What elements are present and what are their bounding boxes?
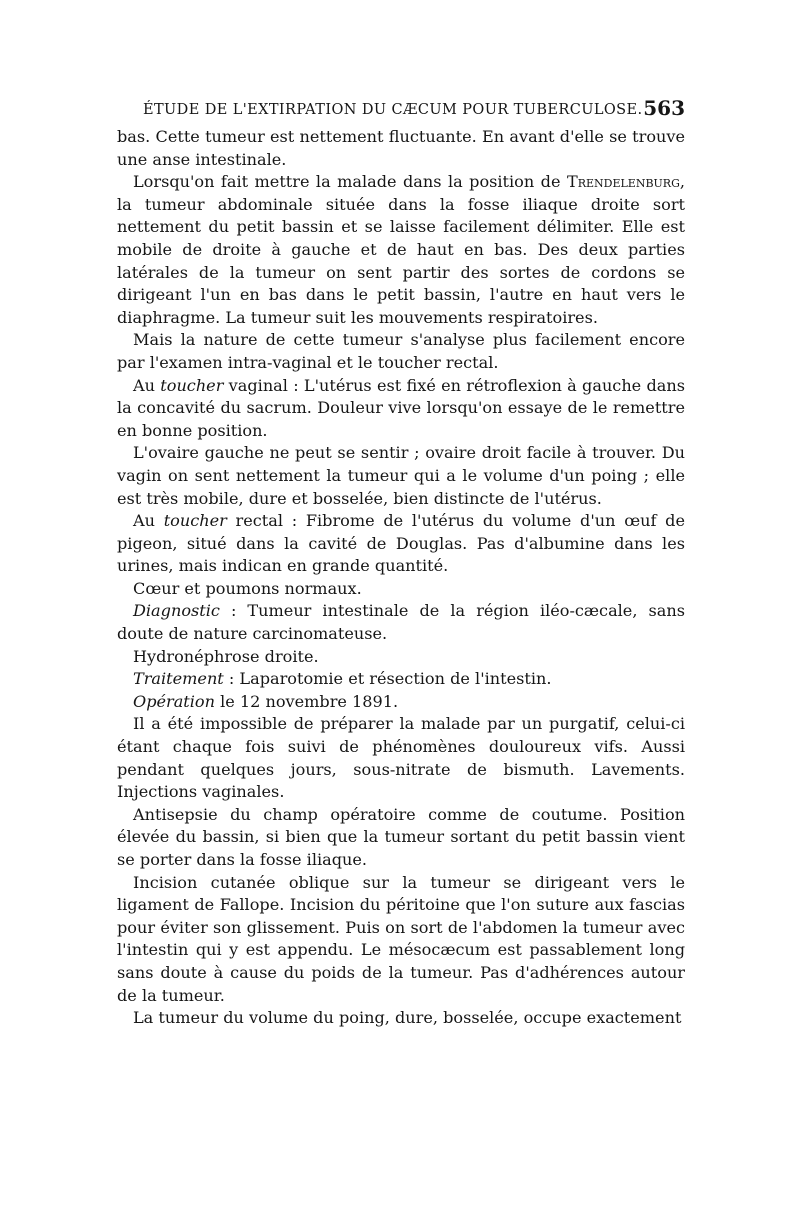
paragraph: Lorsqu'on fait mettre la malade dans la position de Trendelenburg, la tumeur abdominale située dans la fosse iliaque droite sort nettement du petit bassin et se laisse facilement délimiter. Elle est mobile de droite à gauche et de haut en bas. Des deux parties latérales de la tumeur on sent partir des sortes de cordons se dirigeant l'un en bas dans le petit bassin, l'autre en haut vers le diaphragme. La tumeur suit les mouvements respiratoires. <box>117 172 685 327</box>
running-head: ÉTUDE DE L'EXTIRPATION DU CÆCUM POUR TUBERCULOSE. <box>143 102 643 118</box>
paragraph: Opération le 12 novembre 1891. <box>133 691 399 711</box>
paragraph: Antisepsie du champ opératoire comme de coutume. Position élevée du bassin, si bien que la tumeur sortant du petit bassin vient se porter dans la fosse iliaque. <box>117 804 685 869</box>
paragraph: Traitement : Laparotomie et résection de l'intestin. <box>133 669 552 689</box>
paragraph: Cœur et poumons normaux. <box>133 578 362 598</box>
paragraph: Au toucher vaginal : L'utérus est fixé en rétroflexion à gauche dans la concavité du sacrum. Douleur vive lorsqu'on essaye de le remettre en bonne position. <box>117 375 686 440</box>
paragraph: Au toucher rectal : Fibrome de l'utérus du volume d'un œuf de pigeon, situé dans la cavité de Douglas. Pas d'albumine dans les urines, mais indican en grande quantité. <box>117 511 686 576</box>
paragraph: Mais la nature de cette tumeur s'analyse plus facilement encore par l'examen intra-vaginal et le toucher rectal. <box>117 330 685 372</box>
author-name: Trendelenburg <box>566 172 680 192</box>
body-text <box>117 126 685 1030</box>
paragraph: bas. Cette tumeur est nettement fluctuante. En avant d'elle se trouve une anse intestinale. <box>117 127 685 169</box>
page <box>117 92 685 1030</box>
paragraph: Il a été impossible de préparer la malade par un purgatif, celui-ci étant chaque fois suivi de phénomènes douloureux vifs. Aussi pendant quelques jours, sous-nitrate de bismuth. Lavements. Injections vaginales. <box>117 714 685 802</box>
paragraph: Diagnostic : Tumeur intestinale de la région iléo-cæcale, sans doute de nature carcinomateuse. <box>117 601 685 644</box>
paragraph: Hydronéphrose droite. <box>133 646 319 666</box>
page-header <box>117 92 685 126</box>
paragraph: L'ovaire gauche ne peut se sentir ; ovaire droit facile à trouver. Du vagin on sent nettement la tumeur qui a le volume d'un poing ; elle est très mobile, dure et bosselée, bien distincte de l'utérus. <box>117 443 685 508</box>
paragraph: La tumeur du volume du poing, dure, bosselée, occupe exactement <box>133 1008 682 1028</box>
paragraph: Incision cutanée oblique sur la tumeur se dirigeant vers le ligament de Fallope. Incision du péritoine que l'on suture aux fascias pour éviter son glissement. Puis on sort de l'abdomen la tumeur avec l'intestin qui y est appendu. Le mésocæcum est passablement long sans doute à cause du poids de la tumeur. Pas d'adhérences autour de la tumeur. <box>117 872 685 1005</box>
page-number: 563 <box>643 96 685 120</box>
